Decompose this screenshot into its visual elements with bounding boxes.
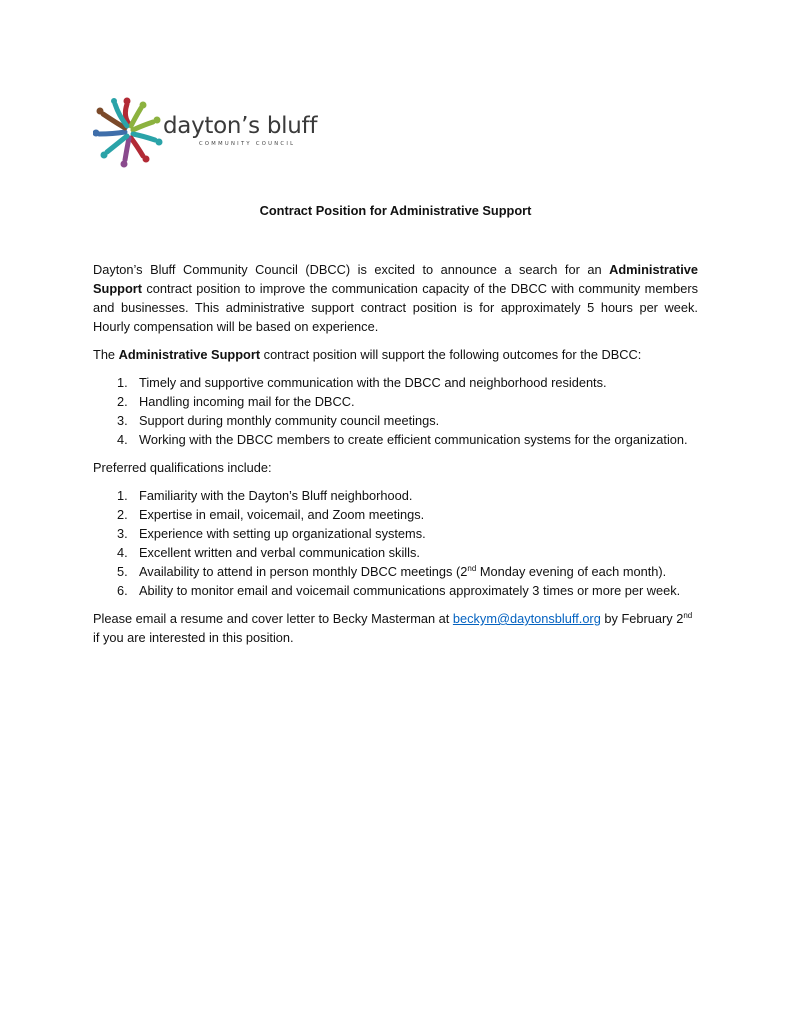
outcomes-intro-text: The bbox=[93, 347, 119, 362]
document-body bbox=[93, 260, 698, 656]
logo-tagline: COMMUNITY COUNCIL bbox=[199, 141, 296, 147]
list-number: 3. bbox=[117, 413, 128, 428]
list-item bbox=[93, 562, 698, 581]
list-text: Familiarity with the Dayton’s Bluff neighborhood. bbox=[139, 488, 413, 503]
list-text: Timely and supportive communication with the DBCC and neighborhood residents. bbox=[139, 375, 607, 390]
list-text: Support during monthly community council meetings. bbox=[139, 413, 440, 428]
list-item bbox=[93, 430, 698, 449]
closing-deadline: by February 2 bbox=[600, 611, 684, 626]
qualifications-list bbox=[93, 486, 698, 600]
outcomes-intro-text-rest: contract position will support the following outcomes for the DBCC: bbox=[260, 347, 642, 362]
list-text: Handling incoming mail for the DBCC. bbox=[139, 394, 355, 409]
list-number: 4. bbox=[117, 545, 128, 560]
list-number: 5. bbox=[117, 564, 128, 579]
logo-wordmark: dayton’s bluff bbox=[163, 113, 318, 139]
list-item bbox=[93, 411, 698, 430]
list-item bbox=[93, 581, 698, 600]
document-title: Contract Position for Administrative Support bbox=[259, 203, 532, 218]
list-text: Experience with setting up organizational systems. bbox=[139, 526, 426, 541]
list-item bbox=[93, 543, 698, 562]
outcomes-list bbox=[93, 373, 698, 449]
list-text: Ability to monitor email and voicemail communications approximately 3 times or more per week. bbox=[139, 583, 681, 598]
intro-text: Dayton’s Bluff Community Council (DBCC) is excited to announce a search for an bbox=[93, 262, 610, 277]
list-text: Expertise in email, voicemail, and Zoom meetings. bbox=[139, 507, 425, 522]
people-circle-logo-icon bbox=[93, 96, 165, 168]
list-number: 3. bbox=[117, 526, 128, 541]
list-item bbox=[93, 486, 698, 505]
dbcc-logo bbox=[93, 96, 318, 168]
outcomes-intro bbox=[93, 345, 698, 364]
intro-bold-role: Administrative Support bbox=[93, 262, 698, 296]
intro-paragraph bbox=[93, 260, 698, 336]
list-text: Excellent written and verbal communication skills. bbox=[139, 545, 420, 560]
list-item bbox=[93, 524, 698, 543]
list-number: 1. bbox=[117, 375, 128, 390]
list-number: 6. bbox=[117, 583, 128, 598]
list-number: 2. bbox=[117, 507, 128, 522]
list-text: Working with the DBCC members to create efficient communication systems for the organization. bbox=[139, 432, 688, 447]
list-item bbox=[93, 505, 698, 524]
closing-text: Please email a resume and cover letter to Becky Masterman at bbox=[93, 611, 453, 626]
intro-text-rest: contract position to improve the communication capacity of the DBCC with community members and businesses. This administrative support contract position is for approximately 5 hours per week. Hourly compensation will be based on experience. bbox=[93, 281, 698, 334]
list-number: 4. bbox=[117, 432, 128, 447]
ordinal-suffix: nd bbox=[683, 611, 693, 620]
list-number: 2. bbox=[117, 394, 128, 409]
list-item bbox=[93, 373, 698, 392]
outcomes-intro-bold-role: Administrative Support bbox=[118, 347, 261, 362]
list-text-rest: Monday evening of each month). bbox=[476, 564, 667, 579]
closing-text-rest: if you are interested in this position. bbox=[93, 630, 294, 645]
closing-paragraph bbox=[93, 609, 698, 647]
list-number: 1. bbox=[117, 488, 128, 503]
list-item bbox=[93, 392, 698, 411]
ordinal-suffix: nd bbox=[467, 564, 477, 573]
email-link[interactable]: beckym@daytonsbluff.org bbox=[452, 611, 601, 626]
qualifications-intro: Preferred qualifications include: bbox=[93, 460, 272, 475]
list-text: Availability to attend in person monthly DBCC meetings (2 bbox=[139, 564, 468, 579]
